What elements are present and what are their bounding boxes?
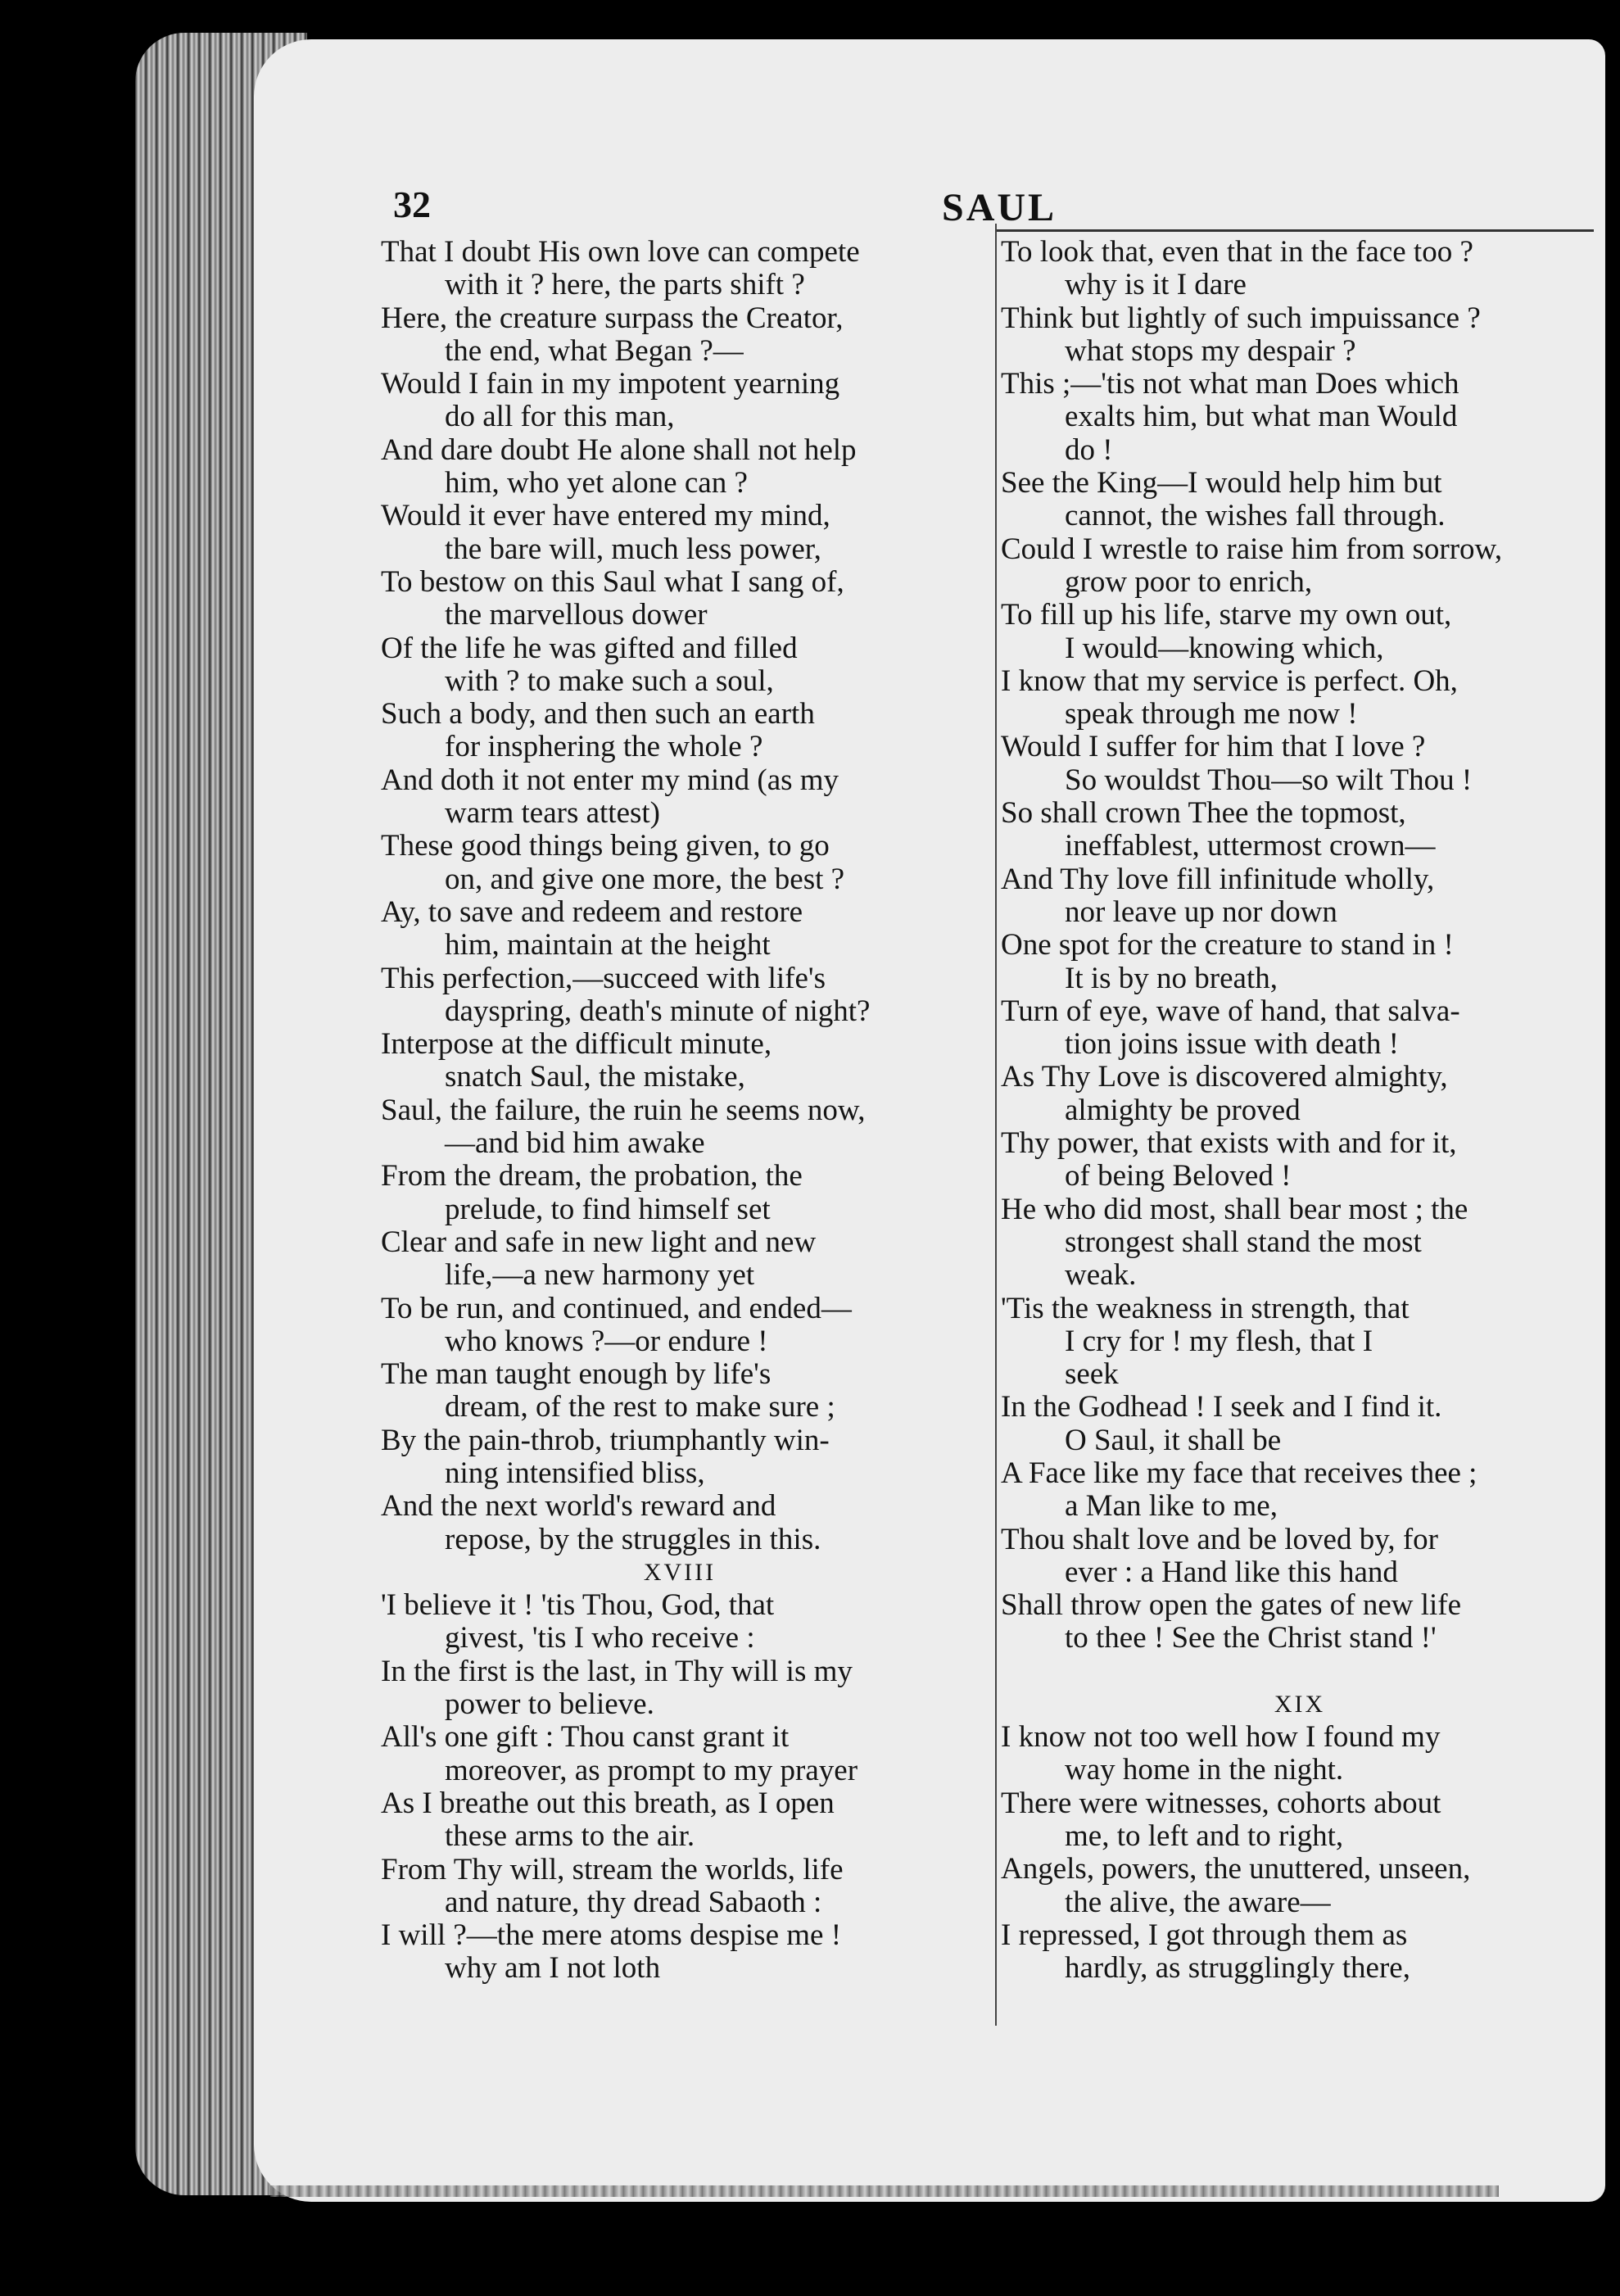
verse-line: grow poor to enrich, <box>1065 564 1313 599</box>
book-page <box>254 39 1605 2202</box>
verse-line: him, who yet alone can ? <box>445 466 748 500</box>
verse-line: exalts him, but what man Would <box>1065 400 1458 434</box>
verse-line: A Face like my face that receives thee ; <box>1001 1456 1477 1490</box>
verse-line: Thy power, that exists with and for it, <box>1001 1126 1457 1161</box>
page-header <box>254 154 1605 229</box>
verse-line: And Thy love fill infinitude wholly, <box>1001 862 1435 896</box>
verse-line: to thee ! See the Christ stand !' <box>1065 1621 1437 1655</box>
verse-line: Shall throw open the gates of new life <box>1001 1588 1462 1623</box>
right-stanza-a <box>1001 236 1599 1655</box>
verse-line: me, to left and to right, <box>1065 1818 1344 1853</box>
verse-line: That I doubt His own love can compete <box>381 235 860 269</box>
verse-line: And the next world's reward and <box>381 1489 776 1524</box>
verse-line: There were witnesses, cohorts about <box>1001 1786 1441 1820</box>
verse-line: And doth it not enter my mind (as my <box>381 763 839 797</box>
verse-line: Angels, powers, the unuttered, unseen, <box>1001 1852 1471 1886</box>
verse-line: why is it I dare <box>1065 268 1247 302</box>
verse-line: Think but lightly of such impuissance ? <box>1001 301 1481 335</box>
verse-line: tion joins issue with death ! <box>1065 1027 1399 1062</box>
verse-line: with ? to make such a soul, <box>445 663 774 698</box>
verse-line: on, and give one more, the best ? <box>445 862 845 896</box>
verse-line: why am I not loth <box>445 1951 661 1986</box>
verse-line: a Man like to me, <box>1065 1489 1278 1524</box>
verse-line: To be run, and continued, and ended— <box>381 1291 852 1325</box>
verse-line: ineffablest, uttermost crown— <box>1065 829 1436 863</box>
verse-line: Of the life he was gifted and filled <box>381 631 798 665</box>
verse-line: cannot, the wishes fall through. <box>1065 499 1446 533</box>
verse-line: warm tears attest) <box>445 796 660 831</box>
right-column <box>1001 236 1599 1985</box>
section-heading-xviii: XVIII <box>643 1558 717 1586</box>
verse-line: these arms to the air. <box>445 1819 695 1854</box>
verse-line: the end, what Began ?— <box>445 333 744 368</box>
verse-line: speak through me now ! <box>1065 697 1358 731</box>
verse-line: The man taught enough by life's <box>381 1357 772 1392</box>
section-heading-xix: XIX <box>1274 1690 1326 1718</box>
verse-line: I know not too well how I found my <box>1001 1720 1441 1755</box>
verse-line: From Thy will, stream the worlds, life <box>381 1852 844 1886</box>
verse-line: Here, the creature surpass the Creator, <box>381 301 844 335</box>
verse-line: Interpose at the difficult minute, <box>381 1027 772 1062</box>
verse-line: what stops my despair ? <box>1065 333 1356 368</box>
verse-line: strongest shall stand the most <box>1065 1225 1422 1259</box>
verse-line: See the King—I would help him but <box>1001 466 1442 500</box>
header-rule <box>996 229 1594 232</box>
verse-line: almighty be proved <box>1065 1093 1301 1127</box>
verse-line: repose, by the struggles in this. <box>445 1522 821 1556</box>
verse-line: From the dream, the probation, the <box>381 1159 803 1193</box>
verse-line: the bare will, much less power, <box>445 532 821 566</box>
verse-line: prelude, to find himself set <box>445 1192 771 1226</box>
verse-line: for insphering the whole ? <box>445 730 763 764</box>
verse-line: snatch Saul, the mistake, <box>445 1060 745 1094</box>
verse-line: One spot for the creature to stand in ! <box>1001 928 1454 962</box>
verse-line: As Thy Love is discovered almighty, <box>1001 1060 1448 1094</box>
verse-line: him, maintain at the height <box>445 928 771 962</box>
verse-line: way home in the night. <box>1065 1753 1344 1787</box>
verse-line: Could I wrestle to raise him from sorrow, <box>1001 532 1503 566</box>
verse-line: the marvellous dower <box>445 598 708 632</box>
verse-line: life,—a new harmony yet <box>445 1258 755 1293</box>
verse-line: Would I suffer for him that I love ? <box>1001 730 1426 764</box>
verse-line: of being Beloved ! <box>1065 1159 1292 1193</box>
verse-line: Saul, the failure, the ruin he seems now, <box>381 1093 866 1127</box>
verse-line: Clear and safe in new light and new <box>381 1225 817 1259</box>
page-bottom-edge <box>270 2185 1499 2197</box>
verse-line: I cry for ! my flesh, that I <box>1065 1324 1373 1358</box>
verse-line: with it ? here, the parts shift ? <box>445 268 805 302</box>
verse-line: This ;—'tis not what man Does which <box>1001 367 1459 401</box>
verse-line: Ay, to save and redeem and restore <box>381 894 803 929</box>
verse-line: I would—knowing which, <box>1065 631 1384 665</box>
verse-line: In the first is the last, in Thy will is my <box>381 1654 853 1688</box>
verse-line: Would I fain in my impotent yearning <box>381 367 840 401</box>
verse-line: These good things being given, to go <box>381 829 830 863</box>
left-stanza-b <box>381 1589 979 1986</box>
verse-line: So wouldst Thou—so wilt Thou ! <box>1065 763 1473 797</box>
verse-line: givest, 'tis I who receive : <box>445 1621 755 1655</box>
verse-line: nor leave up nor down <box>1065 894 1337 929</box>
verse-line: 'I believe it ! 'tis Thou, God, that <box>381 1588 775 1623</box>
verse-line: I repressed, I got through them as <box>1001 1918 1408 1952</box>
verse-line: weak. <box>1065 1258 1137 1293</box>
verse-line: All's one gift : Thou canst grant it <box>381 1720 790 1755</box>
verse-line: power to believe. <box>445 1687 654 1722</box>
verse-line: 'Tis the weakness in strength, that <box>1001 1291 1410 1325</box>
verse-line: seek <box>1065 1357 1119 1392</box>
verse-line: It is by no breath, <box>1065 961 1278 995</box>
verse-line: To bestow on this Saul what I sang of, <box>381 564 844 599</box>
verse-line: To look that, even that in the face too ? <box>1001 235 1473 269</box>
verse-line: As I breathe out this breath, as I open <box>381 1786 835 1820</box>
verse-line: the alive, the aware— <box>1065 1885 1331 1919</box>
verse-line: I will ?—the mere atoms despise me ! <box>381 1918 842 1953</box>
verse-line: Turn of eye, wave of hand, that salva- <box>1001 994 1460 1028</box>
right-stanza-b <box>1001 1721 1599 1985</box>
running-head: SAUL <box>942 186 1057 229</box>
verse-line: He who did most, shall bear most ; the <box>1001 1192 1468 1226</box>
left-stanza-a <box>381 236 979 1556</box>
verse-line: Thou shalt love and be loved by, for <box>1001 1522 1438 1556</box>
page-number: 32 <box>393 183 431 225</box>
verse-line: moreover, as prompt to my prayer <box>445 1753 858 1787</box>
verse-line: ever : a Hand like this hand <box>1065 1555 1398 1589</box>
verse-line: do all for this man, <box>445 400 675 434</box>
verse-line: ning intensified bliss, <box>445 1456 705 1490</box>
verse-line: dream, of the rest to make sure ; <box>445 1390 835 1424</box>
verse-line: In the Godhead ! I seek and I find it. <box>1001 1390 1442 1424</box>
verse-line: —and bid him awake <box>445 1126 705 1161</box>
verse-line: who knows ?—or endure ! <box>445 1324 768 1358</box>
verse-line: Would it ever have entered my mind, <box>381 499 830 533</box>
verse-line: This perfection,—succeed with life's <box>381 961 826 995</box>
verse-line: I know that my service is perfect. Oh, <box>1001 663 1458 698</box>
left-column <box>381 236 979 1986</box>
verse-line: O Saul, it shall be <box>1065 1423 1282 1457</box>
verse-line: dayspring, death's minute of night? <box>445 994 871 1028</box>
verse-line: So shall crown Thee the topmost, <box>1001 796 1406 831</box>
verse-line: and nature, thy dread Sabaoth : <box>445 1885 822 1919</box>
column-divider <box>995 224 997 2026</box>
verse-line: Such a body, and then such an earth <box>381 697 815 731</box>
verse-line: By the pain-throb, triumphantly win- <box>381 1423 830 1457</box>
verse-line: hardly, as strugglingly there, <box>1065 1951 1410 1986</box>
verse-line: And dare doubt He alone shall not help <box>381 432 857 467</box>
verse-line: do ! <box>1065 432 1113 467</box>
verse-line: To fill up his life, starve my own out, <box>1001 598 1452 632</box>
